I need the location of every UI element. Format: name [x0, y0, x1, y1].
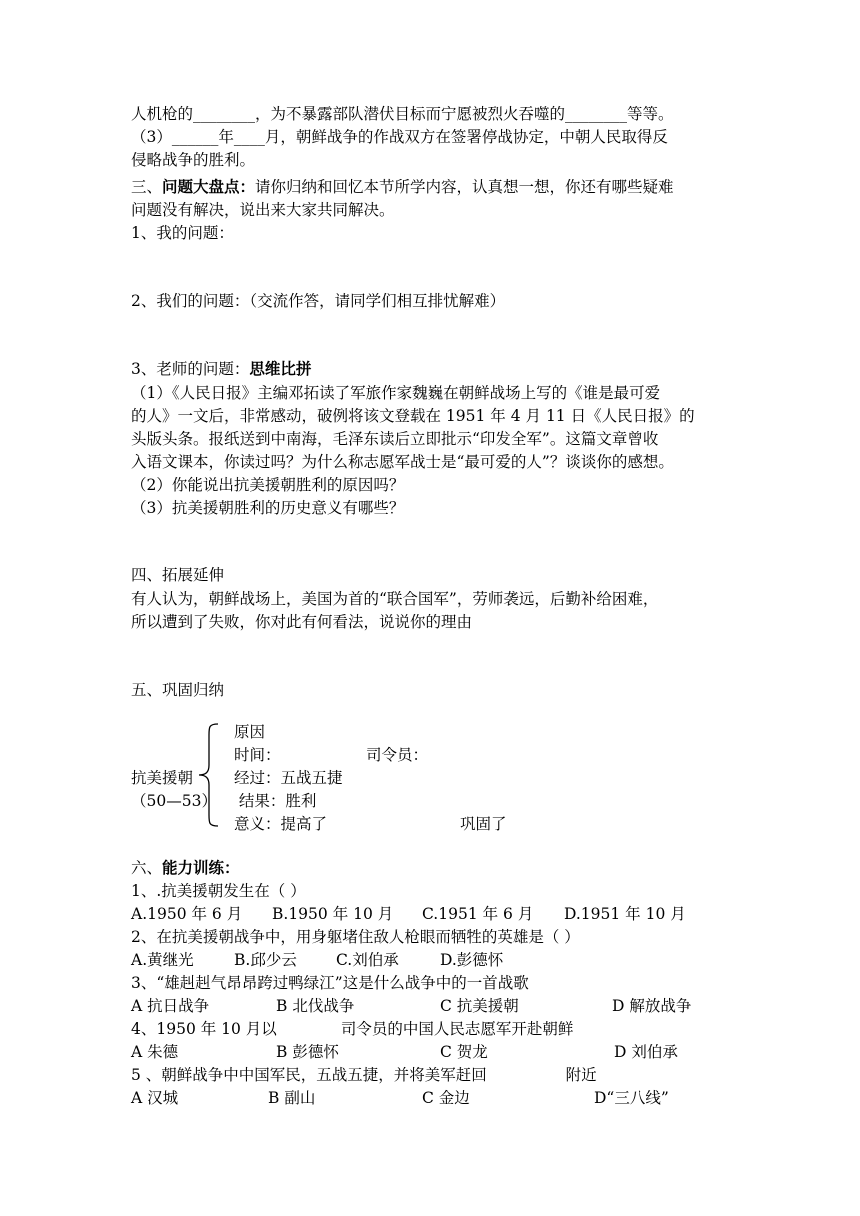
question-paragraph: （1）《人民日报》主编邓拓读了军旅作家魏巍在朝鲜战场上写的《谁是最可爱	[131, 384, 661, 402]
section-3-heading-cont: 问题没有解决，说出来大家共同解决。	[131, 201, 395, 219]
mc-option: A 汉城	[131, 1089, 179, 1107]
mc-question-5: 5 、朝鲜战争中中国军民，五战五捷，并将美军赶回 附近	[131, 1066, 597, 1084]
question-paragraph: 头版头条。报纸送到中南海，毛泽东读后立即批示“印发全军”。这篇文章曾收	[131, 430, 659, 448]
mc-option: B.邱少云	[234, 951, 297, 969]
mc-option: D“三八线”	[594, 1089, 669, 1107]
summary-time: 时间：	[234, 746, 281, 764]
heading-title: 能力训练：	[162, 858, 240, 877]
curly-brace-icon	[196, 721, 222, 829]
mc-option: B 北伐战争	[276, 997, 355, 1015]
heading-number: 三、	[131, 178, 163, 196]
mc-option: A 朱德	[131, 1043, 179, 1061]
mc-option: A.黄继光	[131, 951, 194, 969]
mc-option: C.刘伯承	[336, 951, 399, 969]
mc-option: D 解放战争	[612, 997, 692, 1015]
heading-title: 问题大盘点：	[162, 177, 256, 196]
mc-option: C.1951 年 6 月	[422, 905, 534, 923]
question-paragraph: 的人》一文后，非常感动，破例将该文登载在 1951 年 4 月 11 日《人民日报》的	[131, 407, 695, 425]
mc-option: B 彭德怀	[276, 1043, 339, 1061]
mc-option: B.1950 年 10 月	[272, 905, 394, 923]
mc-option: D 刘伯承	[614, 1043, 678, 1061]
mc-question-3: 3、“雄赳赳气昂昂跨过鸭绿江”这是什么战争中的一首战歌	[131, 974, 529, 992]
summary-meaning: 意义：提高了	[234, 815, 328, 833]
summary-consolidate: 巩固了	[460, 815, 507, 833]
summary-topic: 抗美援朝	[131, 769, 194, 787]
section-4-heading: 四、拓展延伸	[131, 566, 225, 584]
extension-paragraph: 有人认为，朝鲜战场上，美国为首的“联合国军”，劳师袭远，后勤补给困难，	[131, 590, 659, 608]
extension-paragraph: 所以遭到了失败，你对此有何看法，说说你的理由	[131, 613, 473, 631]
summary-reason: 原因	[234, 723, 266, 741]
question-item: （3）抗美援朝胜利的历史意义有哪些？	[131, 499, 405, 517]
fill-blank-line: 侵略战争的胜利。	[131, 151, 256, 169]
mc-option: C 贺龙	[440, 1043, 488, 1061]
heading-text: 请你归纳和回忆本节所学内容，认真想一想，你还有哪些疑难	[255, 178, 674, 196]
my-question-label: 1、我的问题：	[131, 224, 234, 242]
summary-result: 结果：胜利	[234, 792, 317, 810]
question-item: （2）你能说出抗美援朝胜利的原因吗？	[131, 476, 405, 494]
section-3-heading	[131, 176, 674, 198]
mc-question-4: 4、1950 年 10 月以 司令员的中国人民志愿军开赴朝鲜	[131, 1020, 574, 1038]
fill-blank-question-3: （3）______年____月，朝鲜战争的作战双方在签署停战协定，中朝人民取得反	[131, 128, 668, 146]
summary-years: （50—53）	[131, 792, 217, 810]
question-paragraph: 入语文课本，你读过吗？为什么称志愿军战士是“最可爱的人”？谈谈你的感想。	[131, 453, 674, 471]
thinking-contest-title: 思维比拼	[249, 359, 312, 378]
mc-option: C 金边	[422, 1089, 470, 1107]
teacher-question-label: 3、老师的问题：思维比拼	[131, 359, 312, 378]
summary-commander: 司令员：	[366, 746, 429, 764]
mc-question-1: 1、.抗美援朝发生在（ ）	[131, 882, 306, 900]
section-6-heading: 六、能力训练：	[131, 858, 240, 877]
summary-process: 经过：五战五捷	[234, 769, 343, 787]
our-question-label: 2、我们的问题：（交流作答，请同学们相互排忧解难）	[131, 292, 506, 310]
mc-option: D.彭德怀	[440, 951, 504, 969]
mc-option: D.1951 年 10 月	[564, 905, 686, 923]
mc-option: C 抗美援朝	[440, 997, 519, 1015]
mc-option: A.1950 年 6 月	[131, 905, 243, 923]
section-5-heading: 五、巩固归纳	[131, 681, 225, 699]
mc-question-2: 2、在抗美援朝战争中，用身躯堵住敌人枪眼而牺牲的英雄是（ ）	[131, 928, 580, 946]
mc-option: A 抗日战争	[131, 997, 210, 1015]
mc-option: B 副山	[268, 1089, 316, 1107]
fill-blank-line: 人机枪的________，为不暴露部队潜伏目标而宁愿被烈火吞噬的________等等。	[131, 105, 674, 123]
